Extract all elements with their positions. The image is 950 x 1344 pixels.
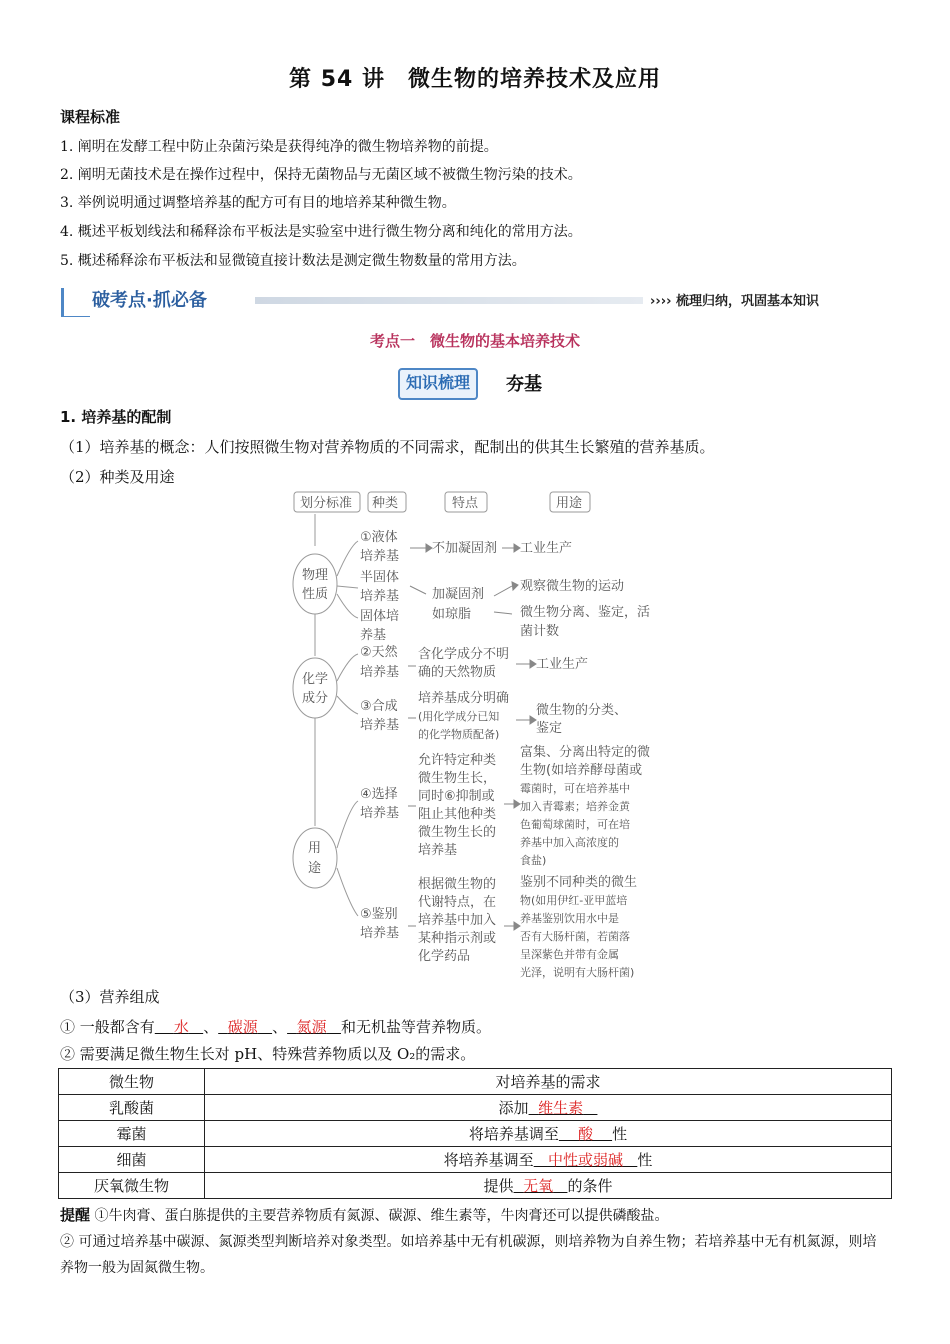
answer-blank: 水 (173, 1018, 189, 1036)
svg-text:根据微生物的: 根据微生物的 (418, 877, 497, 892)
svg-text:富集、分离出特定的微: 富集、分离出特定的微 (520, 745, 651, 760)
diagram-header: 划分标准 (300, 496, 353, 511)
section-heading: 考点一 微生物的基本培养技术 (369, 332, 580, 350)
diagram-header: 种类 (372, 496, 399, 511)
nutrition-line-2: ② 需要满足微生物生长对 pH、特殊营养物质以及 O₂的需求。 (60, 1045, 476, 1063)
svg-text:鉴别不同种类的微生: 鉴别不同种类的微生 (520, 875, 638, 890)
course-standard-heading: 课程标准 (60, 108, 121, 126)
svg-text:养基: 养基 (360, 628, 387, 643)
standard-item-3: 3. 举例说明通过调整培养基的配方可有目的地培养某种微生物。 (60, 195, 456, 211)
svg-text:微生物生长的: 微生物生长的 (418, 825, 497, 840)
diagram-header: 用途 (556, 496, 583, 511)
svg-text:⑤鉴别: ⑤鉴别 (360, 907, 398, 922)
svg-text:同时⑥抑制或: 同时⑥抑制或 (418, 789, 495, 804)
svg-text:培养基成分明确: 培养基成分明确 (418, 691, 510, 706)
svg-text:培养基: 培养基 (418, 843, 458, 858)
svg-text:途: 途 (308, 861, 322, 876)
svg-text:工业生产: 工业生产 (520, 541, 573, 556)
standard-item-2: 2. 阐明无菌技术是在操作过程中，保持无菌物品与无菌区域不被微生物污染的技术。 (60, 167, 582, 183)
criterion-label: 用 (308, 841, 322, 856)
svg-text:工业生产: 工业生产 (536, 657, 589, 672)
nutrition-line-1: ① 一般都含有 水 、 碳源 、 氮源 和无机盐等营养物质。 (60, 1018, 491, 1036)
svg-text:微生物的分类、: 微生物的分类、 (536, 703, 628, 718)
banner-line (255, 297, 643, 304)
svg-text:代谢特点，在: 代谢特点，在 (418, 895, 497, 910)
answer-blank: 氮源 (296, 1018, 327, 1036)
svg-text:成分: 成分 (302, 691, 329, 706)
svg-text:观察微生物的运动: 观察微生物的运动 (520, 579, 625, 594)
svg-text:培养基: 培养基 (360, 549, 400, 564)
nutrition-heading: （3）营养组成 (60, 988, 160, 1006)
svg-text:如琼脂: 如琼脂 (432, 607, 472, 622)
knowledge-badge: 知识梳理 (398, 368, 478, 400)
svg-text:固体培: 固体培 (360, 609, 400, 624)
page-title: 第 54 讲 微生物的培养技术及应用 (289, 67, 661, 92)
svg-text:性质: 性质 (302, 587, 329, 602)
svg-text:培养基: 培养基 (360, 589, 400, 604)
svg-text:①液体 (360, 529, 398, 545)
svg-text:微生物分离、鉴定，活: 微生物分离、鉴定，活 (520, 605, 651, 620)
svg-text:阻止其他种类: 阻止其他种类 (418, 807, 497, 822)
table-header-row: 微生物 对培养基的需求 (59, 1069, 892, 1095)
standard-item-4: 4. 概述平板划线法和稀释涂布平板法是实验室中进行微生物分离和纯化的常用方法。 (60, 224, 582, 240)
criterion-label: 化学 (302, 672, 329, 687)
answer-blank: 碳源 (227, 1018, 258, 1036)
svg-text:②天然: ②天然 (360, 645, 398, 660)
svg-text:某种指示剂或: 某种指示剂或 (418, 931, 497, 946)
svg-text:不加凝固剂: 不加凝固剂 (432, 541, 498, 556)
svg-text:培养基: 培养基 (360, 665, 400, 680)
banner-label: 破考点·抓必备 (64, 286, 217, 316)
svg-text:色葡萄球菌时，可在培: 色葡萄球菌时，可在培 (520, 818, 630, 831)
svg-text:培养基: 培养基 (360, 806, 400, 821)
svg-text:确的天然物质: 确的天然物质 (418, 665, 497, 680)
svg-text:培养基: 培养基 (360, 926, 400, 941)
svg-text:菌计数: 菌计数 (520, 624, 560, 639)
svg-text:半固体: 半固体 (360, 570, 400, 585)
tip-label: 提醒 (60, 1206, 91, 1224)
table-row: 乳酸菌 添加 维生素 (59, 1095, 892, 1121)
paragraph-types: （2）种类及用途 (60, 468, 175, 486)
subsection-heading: 1. 培养基的配制 (60, 408, 172, 426)
banner-right-text: ›››› 梳理归纳，巩固基本知识 (650, 294, 819, 309)
svg-text:食盐): 食盐) (520, 854, 547, 867)
table-row: 厌氧微生物 提供 无氧 的条件 (59, 1173, 892, 1199)
paragraph-concept: （1）培养基的概念：人们按照微生物对营养物质的不同需求，配制出的供其生长繁殖的营养基质。 (60, 438, 715, 456)
svg-text:含化学成分不明: 含化学成分不明 (418, 647, 510, 662)
svg-text:培养基: 培养基 (360, 718, 400, 733)
svg-text:④选择: ④选择 (360, 787, 398, 802)
svg-text:否有大肠杆菌，若菌落: 否有大肠杆菌，若菌落 (520, 930, 630, 943)
svg-text:微生物生长，: 微生物生长， (418, 771, 497, 786)
badge-suffix: 夯基 (506, 374, 542, 395)
svg-text:(用化学成分已知: (用化学成分已知 (418, 710, 500, 723)
svg-text:呈深紫色并带有金属: 呈深紫色并带有金属 (520, 948, 619, 961)
table-row: 霉菌 将培养基调至 酸 性 (59, 1121, 892, 1147)
table-row: 细菌 将培养基调至 中性或弱碱 性 (59, 1147, 892, 1173)
svg-text:养基中加入高浓度的: 养基中加入高浓度的 (520, 836, 619, 849)
criterion-label: 物理 (302, 568, 329, 583)
svg-text:光泽，说明有大肠杆菌): 光泽，说明有大肠杆菌) (520, 966, 635, 979)
diagram-header: 特点 (452, 496, 479, 511)
standard-item-5: 5. 概述稀释涂布平板法和显微镜直接计数法是测定微生物数量的常用方法。 (60, 253, 526, 269)
svg-text:鉴定: 鉴定 (536, 721, 563, 736)
svg-text:生物(如培养酵母菌或: 生物(如培养酵母菌或 (520, 763, 643, 778)
svg-text:霉菌时，可在培养基中: 霉菌时，可在培养基中 (520, 782, 630, 795)
svg-text:加凝固剂: 加凝固剂 (432, 587, 485, 602)
type-label: ①液体 (360, 530, 398, 545)
standard-item-1: 1. 阐明在发酵工程中防止杂菌污染是获得纯净的微生物培养物的前提。 (60, 139, 498, 155)
svg-text:允许特定种类: 允许特定种类 (418, 753, 497, 768)
svg-text:培养基中加入: 培养基中加入 (418, 913, 497, 928)
svg-text:的化学物质配备): 的化学物质配备) (418, 728, 500, 741)
svg-text:养基鉴别饮用水中是: 养基鉴别饮用水中是 (520, 912, 619, 925)
svg-text:③合成: ③合成 (360, 699, 398, 714)
requirements-table (58, 1068, 892, 1199)
svg-text:化学药品: 化学药品 (418, 949, 471, 964)
svg-text:物(如用伊红-亚甲蓝培: 物(如用伊红-亚甲蓝培 (520, 894, 628, 907)
tip-block: 提醒 ①牛肉膏、蛋白胨提供的主要营养物质有氮源、碳源、维生素等，牛肉膏还可以提供磷酸盐。 ② 可通过培养基中碳源、氮源类型判断培养对象类型。如培养基中无有机碳源，则培养物为自养生物；若培养基中无有机氮源，则培养物一般为固氮微生物。 (60, 1206, 877, 1276)
medium-classification-diagram (280, 486, 680, 982)
svg-text:加入青霉素；培养金黄: 加入青霉素；培养金黄 (520, 800, 630, 813)
